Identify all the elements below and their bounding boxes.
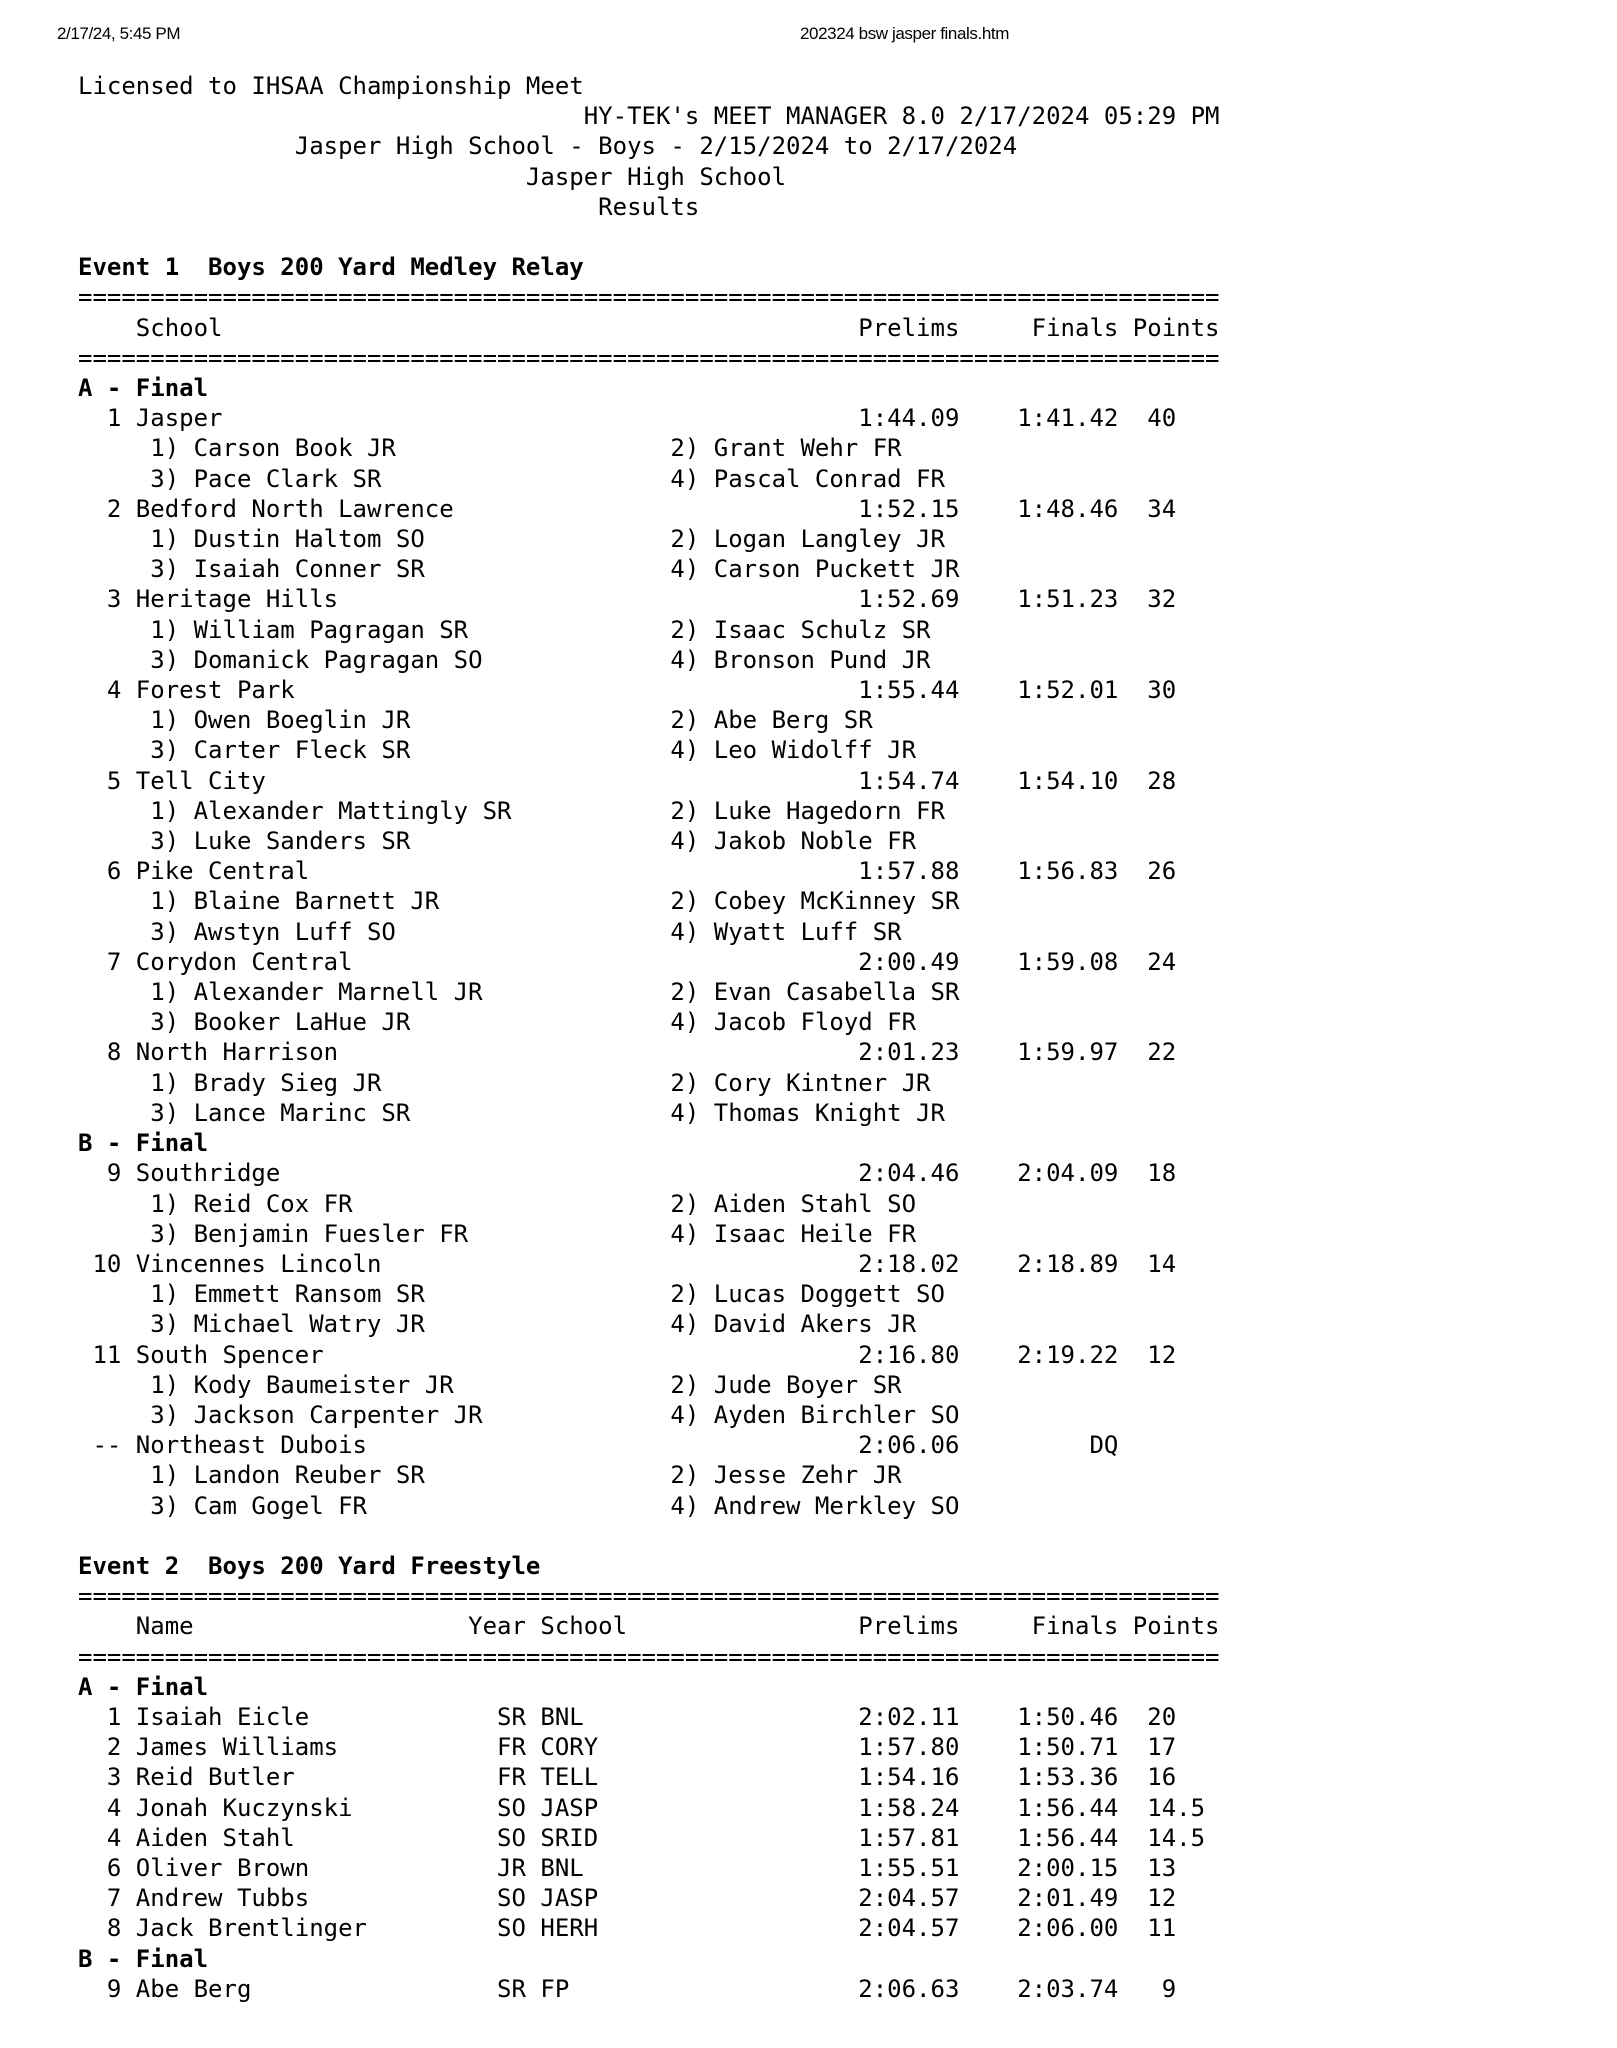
result-row: 3 Heritage Hills 1:52.69 1:51.23 32 (78, 585, 1177, 614)
result-row: 5 Tell City 1:54.74 1:54.10 28 (78, 766, 1177, 795)
relay-swimmers-row: 3) Domanick Pagragan SO 4) Bronson Pund JR (78, 645, 931, 674)
table-ruler: =============================================================================== (78, 343, 1220, 372)
relay-swimmers-row: 3) Cam Gogel FR 4) Andrew Merkley SO (78, 1491, 960, 1520)
result-row: 9 Southridge 2:04.46 2:04.09 18 (78, 1159, 1177, 1188)
relay-swimmers-row: 1) Owen Boeglin JR 2) Abe Berg SR (78, 706, 873, 735)
result-row: 7 Andrew Tubbs SO JASP 2:04.57 2:01.49 12 (78, 1884, 1177, 1913)
result-row: 10 Vincennes Lincoln 2:18.02 2:18.89 14 (78, 1249, 1177, 1278)
relay-swimmers-row: 1) Alexander Mattingly SR 2) Luke Hagedorn FR (78, 796, 945, 825)
result-row: 6 Pike Central 1:57.88 1:56.83 26 (78, 857, 1177, 886)
relay-swimmers-row: 1) Reid Cox FR 2) Aiden Stahl SO (78, 1189, 917, 1218)
relay-swimmers-row: 1) Carson Book JR 2) Grant Wehr FR (78, 434, 902, 463)
host-line: Jasper High School (78, 162, 787, 191)
relay-swimmers-row: 1) Blaine Barnett JR 2) Cobey McKinney SR (78, 887, 960, 916)
print-header (0, 0, 1617, 48)
section-label: B - Final (78, 1944, 209, 1973)
table-ruler: =============================================================================== (78, 283, 1220, 312)
table-ruler: =============================================================================== (78, 1642, 1220, 1671)
relay-swimmers-row: 3) Lance Marinc SR 4) Thomas Knight JR (78, 1098, 945, 1127)
print-date: 2/17/24, 5:45 PM (57, 24, 181, 43)
result-row: -- Northeast Dubois 2:06.06 DQ (78, 1431, 1119, 1460)
relay-swimmers-row: 3) Booker LaHue JR 4) Jacob Floyd FR (78, 1008, 917, 1037)
license-line: Licensed to IHSAA Championship Meet (78, 72, 584, 100)
blank-line (78, 222, 1220, 252)
table-ruler: =============================================================================== (78, 1582, 1220, 1611)
meet-title-line: Jasper High School - Boys - 2/15/2024 to 2/17/2024 (78, 132, 1018, 161)
relay-swimmers-row: 1) Dustin Haltom SO 2) Logan Langley JR (78, 525, 945, 554)
result-row: 4 Forest Park 1:55.44 1:52.01 30 (78, 676, 1177, 705)
relay-swimmers-row: 3) Jackson Carpenter JR 4) Ayden Birchler SO (78, 1400, 960, 1429)
result-row: 4 Jonah Kuczynski SO JASP 1:58.24 1:56.44 14.5 (78, 1793, 1206, 1822)
result-row: 11 South Spencer 2:16.80 2:19.22 12 (78, 1340, 1177, 1369)
relay-swimmers-row: 3) Carter Fleck SR 4) Leo Widolff JR (78, 736, 917, 765)
results-label-line: Results (78, 192, 700, 221)
relay-swimmers-row: 3) Pace Clark SR 4) Pascal Conrad FR (78, 464, 945, 493)
result-row: 4 Aiden Stahl SO SRID 1:57.81 1:56.44 14.5 (78, 1823, 1206, 1852)
relay-swimmers-row: 3) Awstyn Luff SO 4) Wyatt Luff SR (78, 917, 902, 946)
result-row: 2 Bedford North Lawrence 1:52.15 1:48.46 34 (78, 494, 1177, 523)
relay-swimmers-row: 1) Kody Baumeister JR 2) Jude Boyer SR (78, 1370, 902, 1399)
section-label: A - Final (78, 1672, 209, 1701)
table-header: School Prelims Finals Points (78, 313, 1220, 342)
relay-swimmers-row: 3) Michael Watry JR 4) David Akers JR (78, 1310, 917, 1339)
relay-swimmers-row: 3) Luke Sanders SR 4) Jakob Noble FR (78, 827, 917, 856)
relay-swimmers-row: 1) William Pagragan SR 2) Isaac Schulz SR (78, 615, 931, 644)
relay-swimmers-row: 1) Landon Reuber SR 2) Jesse Zehr JR (78, 1461, 902, 1490)
result-row: 8 North Harrison 2:01.23 1:59.97 22 (78, 1038, 1177, 1067)
results-document (78, 71, 1220, 2004)
event-title: Event 1 Boys 200 Yard Medley Relay (78, 253, 584, 282)
result-row: 3 Reid Butler FR TELL 1:54.16 1:53.36 16 (78, 1763, 1177, 1792)
relay-swimmers-row: 1) Alexander Marnell JR 2) Evan Casabella SR (78, 978, 960, 1007)
print-filename: 202324 bsw jasper finals.htm (800, 24, 1009, 43)
program-line: HY-TEK's MEET MANAGER 8.0 2/17/2024 05:29 PM (78, 102, 1220, 131)
section-label: B - Final (78, 1129, 209, 1158)
relay-swimmers-row: 1) Brady Sieg JR 2) Cory Kintner JR (78, 1068, 931, 1097)
table-header: Name Year School Prelims Finals Points (78, 1612, 1220, 1641)
result-row: 9 Abe Berg SR FP 2:06.63 2:03.74 9 (78, 1974, 1177, 2003)
result-row: 8 Jack Brentlinger SO HERH 2:04.57 2:06.00 11 (78, 1914, 1177, 1943)
section-label: A - Final (78, 374, 209, 403)
relay-swimmers-row: 3) Benjamin Fuesler FR 4) Isaac Heile FR (78, 1219, 917, 1248)
event-title: Event 2 Boys 200 Yard Freestyle (78, 1551, 541, 1580)
relay-swimmers-row: 1) Emmett Ransom SR 2) Lucas Doggett SO (78, 1280, 945, 1309)
result-row: 1 Isaiah Eicle SR BNL 2:02.11 1:50.46 20 (78, 1702, 1177, 1731)
result-row: 6 Oliver Brown JR BNL 1:55.51 2:00.15 13 (78, 1853, 1177, 1882)
relay-swimmers-row: 3) Isaiah Conner SR 4) Carson Puckett JR (78, 555, 960, 584)
result-row: 7 Corydon Central 2:00.49 1:59.08 24 (78, 947, 1177, 976)
blank-line (78, 1521, 1220, 1551)
result-row: 2 James Williams FR CORY 1:57.80 1:50.71 17 (78, 1733, 1177, 1762)
result-row: 1 Jasper 1:44.09 1:41.42 40 (78, 404, 1177, 433)
